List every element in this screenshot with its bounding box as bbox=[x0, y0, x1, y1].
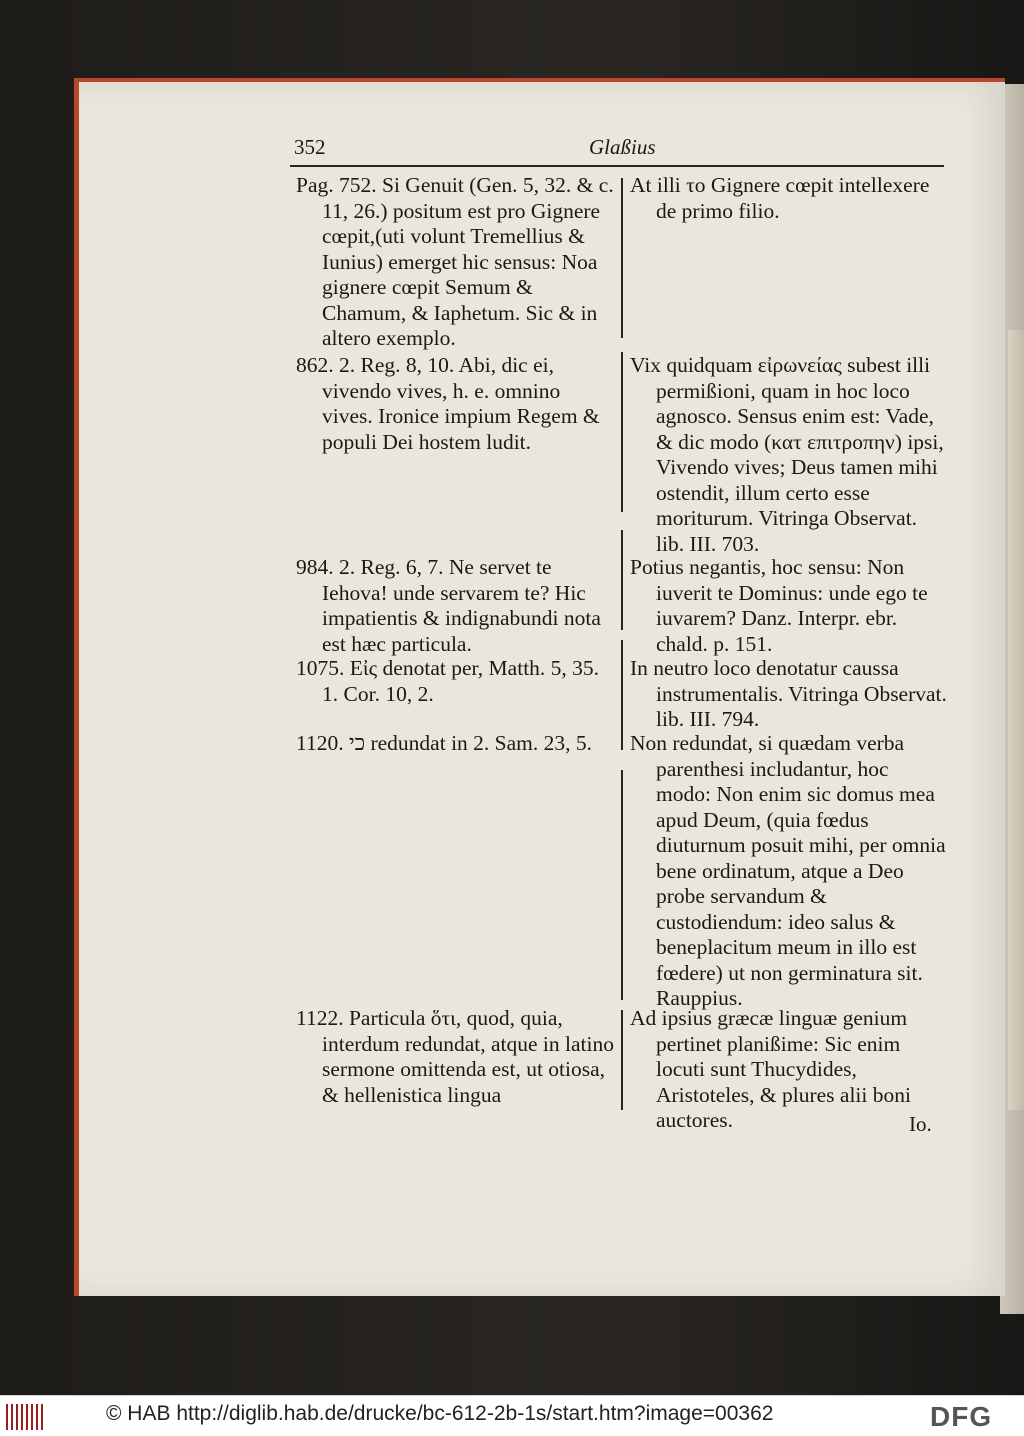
header-rule bbox=[290, 165, 944, 167]
right-entry-752: At illi το Gignere cœpit intellexere de primo filio. bbox=[630, 173, 930, 223]
right-entry-984: Potius negantis, hoc sensu: Non iuverit te Dominus: unde ego te iuvarem? Danz. Interpr. ebr. chald. p. 151. bbox=[630, 555, 928, 656]
right-entry-1120: Non redundat, si quædam verba parenthesi includantur, hoc modo: Non enim sic domus mea apud Deum, (quia fœdus diuturnum posuit mihi, per omnia bene ordinatum, atque a Deo probe servandum & custodiendum: ideo salus & beneplacitum meum in illo est fœdere) ut non germinatura sit. Rauppius. bbox=[630, 731, 946, 1010]
left-entry-752: Pag. 752. Si Genuit (Gen. 5, 32. & c. 11, 26.) positum est pro Gignere cœpit,(uti volunt Tremellius & Iunius) emerget hic sensus: Noa gignere cœpit Semum & Chamum, & Iaphetum. Sic & in altero exemplo. bbox=[296, 173, 614, 350]
right-entry-1122: Ad ipsius græcæ linguæ genium pertinet planißime: Sic enim locuti sunt Thucydides, Aristoteles, & plures alii boni auctores. bbox=[630, 1006, 911, 1132]
column-divider bbox=[621, 530, 623, 630]
left-entry-1122: 1122. Particula ὅτι, quod, quia, interdum redundat, atque in latino sermone omittenda est, ut otiosa, & hellenistica lingua bbox=[296, 1006, 614, 1107]
column-divider bbox=[621, 770, 623, 1000]
dfg-logo[interactable]: DFG bbox=[930, 1401, 993, 1432]
page-number: 352 bbox=[294, 135, 326, 159]
running-head: Glaßius bbox=[589, 135, 656, 159]
left-entry-1075: 1075. Εἰς denotat per, Matth. 5, 35. 1. Cor. 10, 2. bbox=[296, 656, 600, 706]
page-stack-edge-inner bbox=[1008, 330, 1024, 1110]
catchword: Io. bbox=[909, 1112, 932, 1136]
right-entry-862: Vix quidquam εἰρωνείας subest illi permißioni, quam in hoc loco agnosco. Sensus enim est: Vade, & dic modo (κατ επιτροπην) ipsi, Vivendo vives; Deus tamen mihi ostendit, illum certo esse moriturum. Vitringa Observat. lib. III. 703. bbox=[630, 353, 944, 556]
left-entry-1120: 1120. כי redundat in 2. Sam. 23, 5. bbox=[296, 731, 593, 755]
left-entry-862: 862. 2. Reg. 8, 10. Abi, dic ei, vivendo vives, h. e. omnino vives. Ironice impium Regem & populi Dei hostem ludit. bbox=[296, 353, 600, 454]
hab-logo-icon[interactable] bbox=[6, 1404, 46, 1430]
right-entry-1075: In neutro loco denotatur caussa instrumentalis. Vitringa Observat. lib. III. 794. bbox=[630, 656, 947, 731]
column-divider bbox=[621, 178, 623, 338]
column-divider bbox=[621, 1010, 623, 1110]
footer-bar bbox=[0, 1395, 1024, 1436]
source-url[interactable]: © HAB http://diglib.hab.de/drucke/bc-612-2b-1s/start.htm?image=00362 bbox=[106, 1402, 774, 1425]
left-entry-984: 984. 2. Reg. 6, 7. Ne servet te Iehova! unde servarem te? Hic impatientis & indignabundi nota est hæc particula. bbox=[296, 555, 601, 656]
column-divider bbox=[621, 352, 623, 512]
column-divider bbox=[621, 640, 623, 750]
